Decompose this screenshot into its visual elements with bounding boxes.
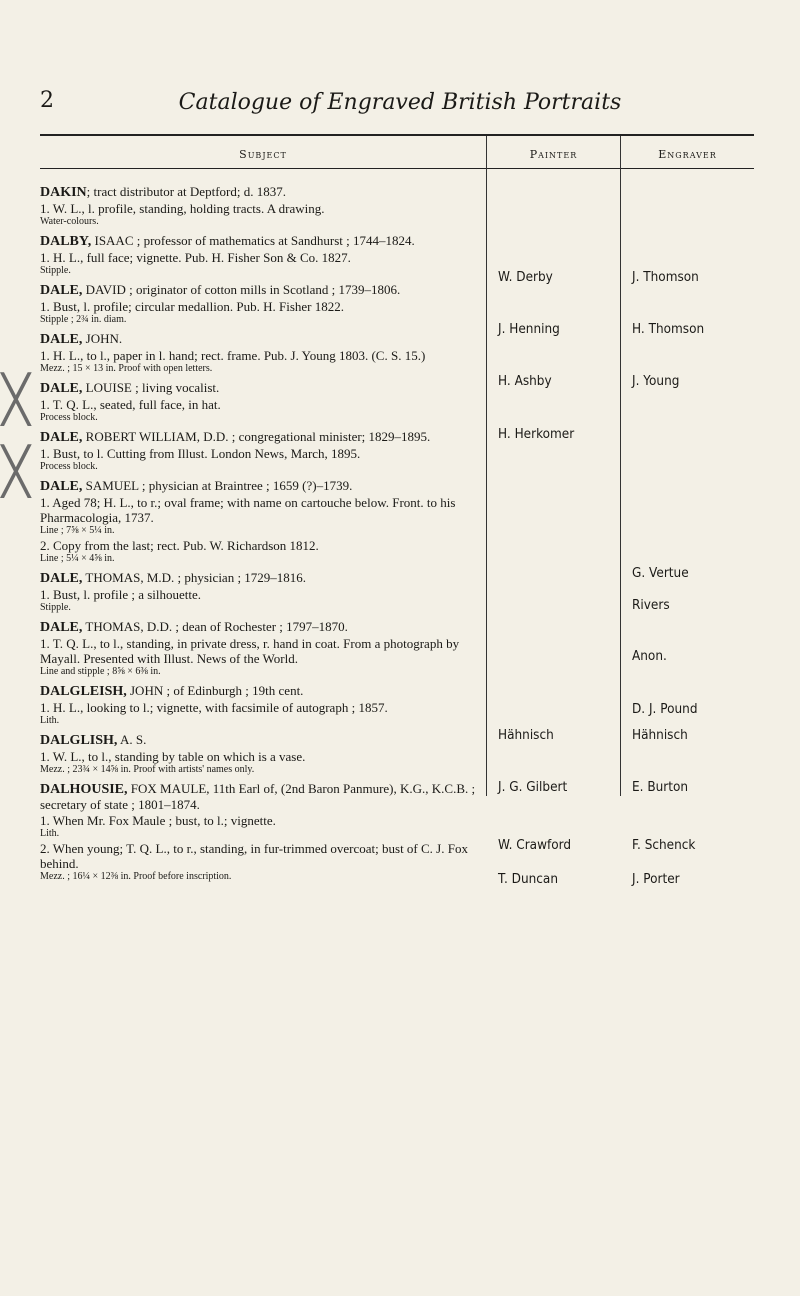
pencil-cross-mark: ╳ [2,372,30,426]
catalogue-entry [40,184,485,228]
catalogue-entry [40,380,485,424]
sitter-name: DALGLISH, [40,733,118,748]
top-rule [40,134,754,136]
sitter-description: A. S. [117,732,147,747]
sitter-description: JOHN. [82,331,123,346]
entry-heading [40,570,485,586]
sitter-name: DAKIN [40,185,87,200]
catalogue-entry [40,331,485,375]
painter-cell: H. Herkomer [498,427,575,442]
sitter-name: DALBY, [40,234,92,249]
engraver-cell: E. Burton [632,780,689,795]
catalogue-entry [40,781,485,883]
technique-note: Process block. [40,412,98,423]
painter-header: Painter [529,148,578,161]
technique-note: Water-colours. [40,216,99,227]
engraver-cell: Rivers [632,598,670,613]
subject-column [40,184,485,888]
page-number: 2 [40,88,54,113]
portrait-description: 1. H. L., looking to l.; vignette, with facsimile of autograph ; 1857. [40,700,388,715]
sitter-name: DALE, [40,381,83,396]
portrait-description: 1. H. L., full face; vignette. Pub. H. Fisher Son & Co. 1827. [40,250,351,265]
technique-note: Mezz. ; 15 × 13 in. Proof with open letters. [40,363,213,374]
catalogue-entry [40,619,485,678]
sitter-description: ; tract distributor at Deptford; d. 1837. [86,184,286,199]
engraver-cell: G. Vertue [632,566,689,581]
technique-note: Lith. [40,828,60,839]
catalogue-entry [40,233,485,277]
technique-note: Stipple. [40,265,71,276]
header-rule [40,168,754,169]
painter-cell: H. Ashby [498,374,552,389]
engraver-cell: J. Young [632,374,680,389]
portrait-description: 1. T. Q. L., seated, full face, in hat. [40,397,221,412]
engraver-header: Engraver [658,148,717,161]
technique-note: Mezz. ; 23¾ × 14⅝ in. Proof with artists' names only. [40,764,255,775]
page-title: Catalogue of Engraved British Portraits [178,90,622,115]
column-divider-2 [620,136,621,796]
sitter-description: DAVID ; originator of cotton mills in Scotland ; 1739–1806. [82,282,401,297]
catalogue-entry [40,429,485,473]
sitter-name: DALE, [40,283,83,298]
sitter-name: DALE, [40,332,83,347]
technique-note: Line ; 5¼ × 4⅝ in. [40,553,115,564]
sitter-description: SAMUEL ; physician at Braintree ; 1659 (?)–1739. [82,478,353,493]
painter-cell: J. G. Gilbert [498,780,568,795]
portrait-description: 1. When Mr. Fox Maule ; bust, to l.; vignette. [40,813,276,828]
sitter-name: DALGLEISH, [40,684,127,699]
engraver-cell: H. Thomson [632,322,705,337]
painter-cell: Hähnisch [498,728,554,743]
portrait-description: 2. When young; T. Q. L., to r., standing, in fur-trimmed overcoat; bust of C. J. Fox behind. [40,841,468,871]
entry-heading [40,781,485,812]
portrait-description: 1. W. L., to l., standing by table on which is a vase. [40,749,306,764]
engraver-cell: D. J. Pound [632,702,698,717]
painter-cell: J. Henning [498,322,560,337]
portrait-description: 1. Bust, l. profile ; a silhouette. [40,587,202,602]
painter-cell: T. Duncan [498,872,558,887]
catalogue-entry [40,732,485,776]
pencil-cross-mark: ╳ [2,444,30,498]
portrait-description: 2. Copy from the last; rect. Pub. W. Richardson 1812. [40,538,319,553]
portrait-description: 1. Bust, to l. Cutting from Illust. London News, March, 1895. [40,446,361,461]
portrait-description: 1. Aged 78; H. L., to r.; oval frame; with name on cartouche below. Front. to his Pharmacologia, 1737. [40,495,456,525]
entry-heading [40,233,485,249]
entry-heading [40,732,485,748]
sitter-description: THOMAS, D.D. ; dean of Rochester ; 1797–1870. [82,619,348,634]
sitter-name: DALE, [40,479,83,494]
technique-note: Stipple. [40,602,71,613]
catalogue-entry [40,478,485,565]
sitter-description: FOX MAULE, 11th Earl of, (2nd Baron Panmure), K.G., K.C.B. ; secretary of state ; 1801–1874. [40,781,476,812]
technique-note: Line ; 7⅝ × 5¼ in. [40,525,115,536]
technique-note: Lith. [40,715,60,726]
entry-heading [40,331,485,347]
portrait-description: 1. Bust, l. profile; circular medallion. Pub. H. Fisher 1822. [40,299,345,314]
portrait-description: 1. W. L., l. profile, standing, holding tracts. A drawing. [40,201,325,216]
entry-heading [40,380,485,396]
column-divider-1 [486,136,487,796]
technique-note: Stipple ; 2¾ in. diam. [40,314,127,325]
entry-heading [40,478,485,494]
sitter-description: ROBERT WILLIAM, D.D. ; congregational minister; 1829–1895. [82,429,431,444]
entry-heading [40,619,485,635]
entry-heading [40,429,485,445]
sitter-description: THOMAS, M.D. ; physician ; 1729–1816. [82,570,307,585]
engraver-cell: J. Thomson [632,270,699,285]
sitter-description: JOHN ; of Edinburgh ; 19th cent. [126,683,304,698]
entry-heading [40,683,485,699]
subject-header: Subject [239,148,287,161]
sitter-description: ISAAC ; professor of mathematics at Sandhurst ; 1744–1824. [91,233,415,248]
sitter-name: DALE, [40,430,83,445]
sitter-name: DALE, [40,620,83,635]
portrait-description: 1. T. Q. L., to l., standing, in private dress, r. hand in coat. From a photograph by Mayall. Presented with Illust. News of the World. [40,636,460,666]
engraver-cell: Hähnisch [632,728,688,743]
painter-cell: W. Crawford [498,838,572,853]
sitter-name: DALHOUSIE, [40,782,128,797]
entry-heading [40,282,485,298]
sitter-name: DALE, [40,571,83,586]
technique-note: Mezz. ; 16¼ × 12⅜ in. Proof before inscription. [40,871,232,882]
engraver-cell: Anon. [632,649,667,664]
sitter-description: LOUISE ; living vocalist. [82,380,220,395]
painter-cell: W. Derby [498,270,553,285]
engraver-cell: F. Schenck [632,838,696,853]
technique-note: Process block. [40,461,98,472]
catalogue-entry [40,683,485,727]
engraver-cell: J. Porter [632,872,680,887]
technique-note: Line and stipple ; 8⅝ × 6⅜ in. [40,666,161,677]
portrait-description: 1. H. L., to l., paper in l. hand; rect. frame. Pub. J. Young 1803. (C. S. 15.) [40,348,426,363]
entry-heading [40,184,485,200]
catalogue-entry [40,570,485,614]
catalogue-entry [40,282,485,326]
